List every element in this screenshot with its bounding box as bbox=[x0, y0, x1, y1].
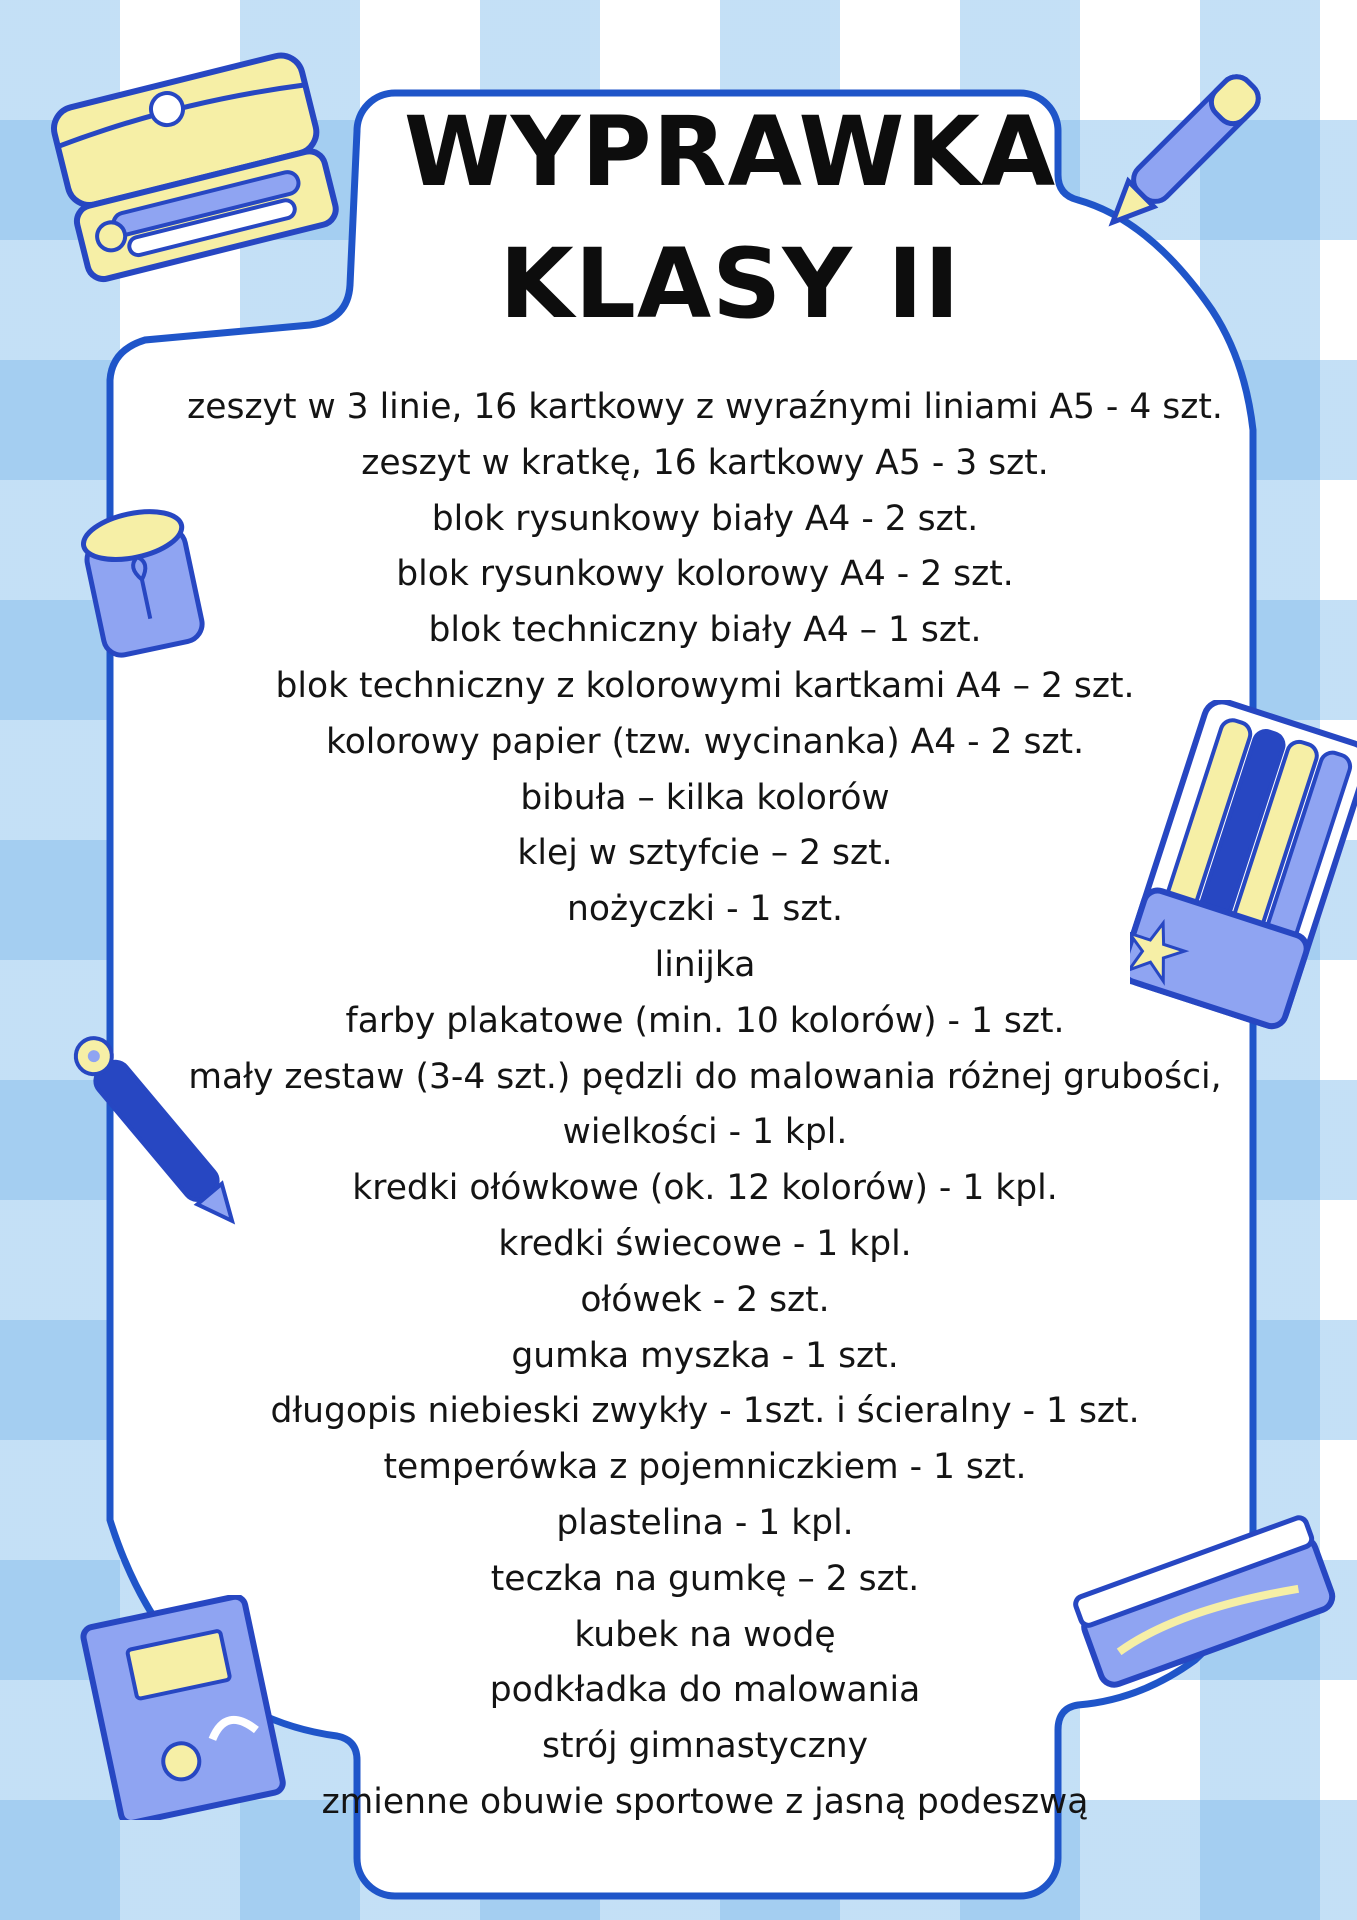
page-title-line-2: KLASY II bbox=[499, 228, 961, 340]
list-item: kredki ołówkowe (ok. 12 kolorów) - 1 kpl. bbox=[352, 1168, 1058, 1209]
list-item: teczka na gumkę – 2 szt. bbox=[490, 1558, 920, 1599]
list-item: bibuła – kilka kolorów bbox=[520, 777, 890, 818]
list-item: strój gimnastyczny bbox=[542, 1726, 868, 1767]
list-item: blok techniczny z kolorowymi kartkami A4 – 2 szt. bbox=[275, 665, 1135, 706]
list-item: klej w sztyfcie – 2 szt. bbox=[517, 833, 893, 874]
list-item: blok rysunkowy kolorowy A4 - 2 szt. bbox=[396, 554, 1014, 595]
sharpener-icon bbox=[70, 495, 210, 665]
list-item: wielkości - 1 kpl. bbox=[562, 1112, 848, 1153]
list-item: blok techniczny biały A4 – 1 szt. bbox=[428, 610, 982, 651]
list-item: ołówek - 2 szt. bbox=[580, 1279, 830, 1320]
list-item: gumka myszka - 1 szt. bbox=[511, 1335, 899, 1376]
list-item: mały zestaw (3-4 szt.) pędzli do malowania różnej grubości, bbox=[188, 1056, 1222, 1097]
pen-icon bbox=[1090, 60, 1270, 250]
pen-set-icon bbox=[1130, 700, 1357, 1030]
list-item: farby plakatowe (min. 10 kolorów) - 1 szt. bbox=[345, 1000, 1065, 1041]
list-item: plastelina - 1 kpl. bbox=[556, 1502, 854, 1543]
list-item: długopis niebieski zwykły - 1szt. i ścieralny - 1 szt. bbox=[270, 1391, 1140, 1432]
page-title-line-1: WYPRAWKA bbox=[403, 96, 1057, 208]
list-item: nożyczki - 1 szt. bbox=[566, 889, 844, 930]
list-item: zeszyt w kratkę, 16 kartkowy A5 - 3 szt. bbox=[361, 442, 1049, 483]
list-item: kredki świecowe - 1 kpl. bbox=[498, 1223, 912, 1264]
list-item: kolorowy papier (tzw. wycinanka) A4 - 2 szt. bbox=[325, 721, 1085, 762]
pencil-case-icon bbox=[40, 20, 340, 300]
list-item: zeszyt w 3 linie, 16 kartkowy z wyraźnymi liniami A5 - 4 szt. bbox=[187, 387, 1223, 427]
list-item: temperówka z pojemniczkiem - 1 szt. bbox=[383, 1447, 1027, 1488]
list-item: kubek na wodę bbox=[574, 1614, 836, 1655]
list-item: podkładka do malowania bbox=[489, 1670, 921, 1711]
ruler-case-icon bbox=[1070, 1510, 1340, 1710]
notebook-icon bbox=[75, 1595, 290, 1820]
flower-pen-icon bbox=[45, 1010, 255, 1230]
list-item: linijka bbox=[654, 944, 756, 985]
list-item: zmienne obuwie sportowe z jasną podeszwą bbox=[321, 1781, 1089, 1822]
list-item: blok rysunkowy biały A4 - 2 szt. bbox=[431, 498, 979, 539]
